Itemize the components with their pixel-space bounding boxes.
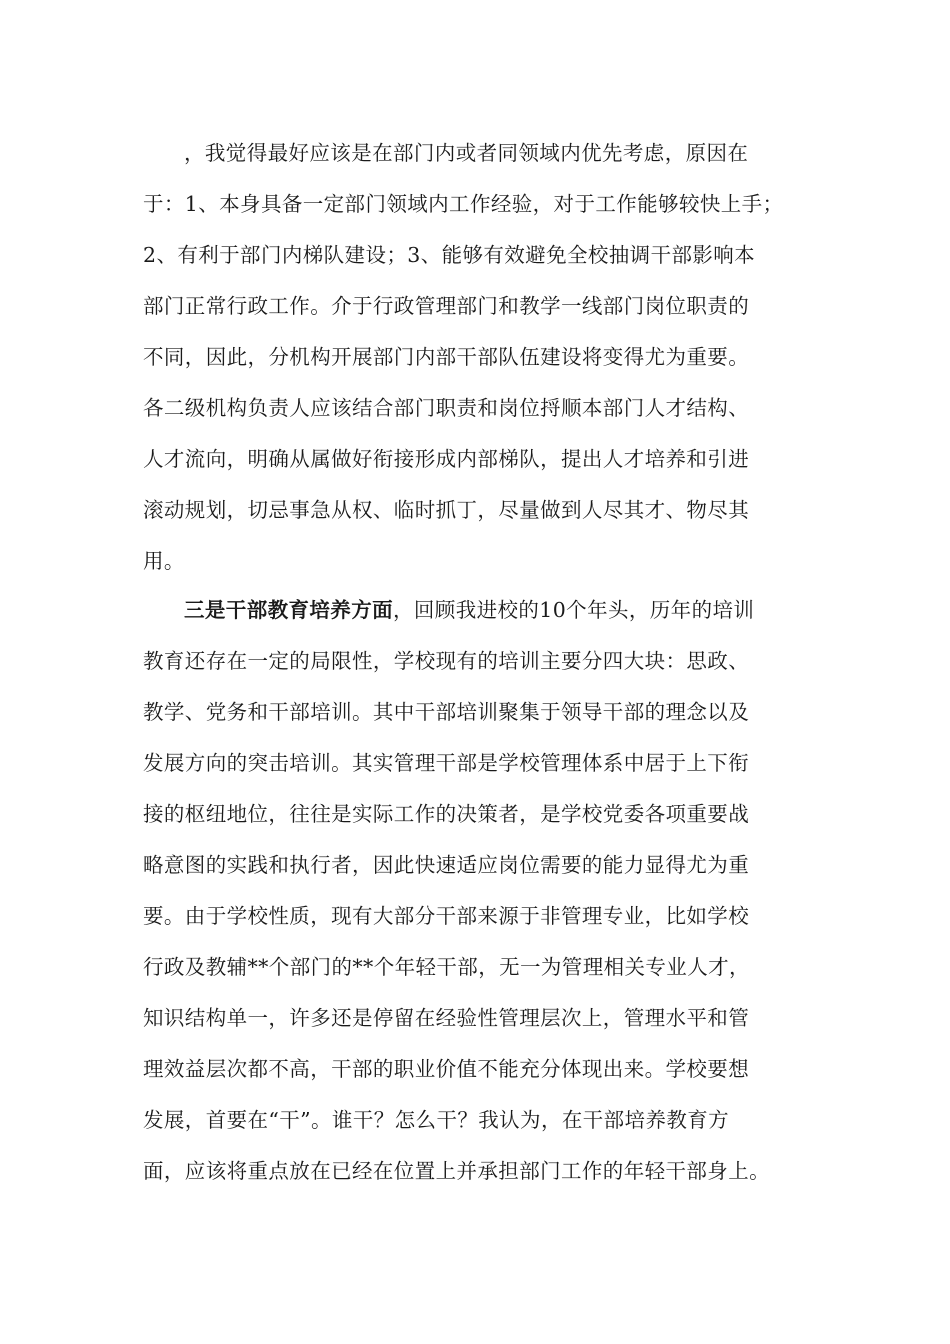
paragraph-line — [143, 281, 823, 332]
paragraph-line — [143, 434, 823, 485]
paragraph-line — [143, 1146, 823, 1197]
paragraph-line — [143, 942, 823, 993]
paragraph-line — [143, 636, 823, 687]
section-heading: 三是干部教育培养方面 — [184, 598, 393, 622]
paragraph-line — [143, 789, 823, 840]
line-text: 教学、党务和干部培训。其中干部培训聚集于领导干部的理念以及 — [143, 700, 750, 724]
line-text: 要。由于学校性质，现有大部分干部来源于非管理专业，比如学校 — [143, 904, 750, 928]
line-text: 面，应该将重点放在已经在位置上并承担部门工作的年轻干部身上。 — [143, 1159, 770, 1183]
line-text: 不同，因此，分机构开展部门内部干部队伍建设将变得尤为重要。 — [143, 345, 750, 369]
paragraph-line — [143, 1044, 823, 1095]
paragraph-cadre-selection — [143, 128, 823, 587]
paragraph-line — [143, 1095, 823, 1146]
paragraph-cadre-education — [143, 585, 823, 1197]
line-text: 理效益层次都不高，干部的职业价值不能充分体现出来。学校要想 — [143, 1057, 750, 1081]
line-text: 行政及教辅**个部门的**个年轻干部，无一为管理相关专业人才， — [143, 955, 750, 979]
line-text: 教育还存在一定的局限性，学校现有的培训主要分四大块：思政、 — [143, 649, 750, 673]
line-text: 于：1、本身具备一定部门领域内工作经验，对于工作能够较快上手； — [143, 192, 784, 216]
line-text: 发展方向的突击培训。其实管理干部是学校管理体系中居于上下衔 — [143, 751, 750, 775]
paragraph-line — [143, 840, 823, 891]
paragraph-line — [143, 128, 823, 179]
line-text: ，我觉得最好应该是在部门内或者同领域内优先考虑，原因在 — [184, 141, 749, 165]
paragraph-line — [143, 687, 823, 738]
line-text: 略意图的实践和执行者，因此快速适应岗位需要的能力显得尤为重 — [143, 853, 750, 877]
paragraph-line — [143, 585, 823, 636]
paragraph-line — [143, 536, 823, 587]
line-text: 人才流向，明确从属做好衔接形成内部梯队，提出人才培养和引进 — [143, 447, 750, 471]
paragraph-line — [143, 738, 823, 789]
line-text: 滚动规划，切忌事急从权、临时抓丁，尽量做到人尽其才、物尽其 — [143, 498, 750, 522]
line-text: ，回顾我进校的10个年头，历年的培训 — [393, 598, 755, 622]
paragraph-line — [143, 179, 823, 230]
paragraph-line — [143, 993, 823, 1044]
paragraph-line — [143, 891, 823, 942]
paragraph-line — [143, 383, 823, 434]
paragraph-line — [143, 230, 823, 281]
line-text: 各二级机构负责人应该结合部门职责和岗位捋顺本部门人才结构、 — [143, 396, 750, 420]
paragraph-line — [143, 485, 823, 536]
line-text: 知识结构单一，许多还是停留在经验性管理层次上，管理水平和管 — [143, 1006, 750, 1030]
line-text: 接的枢纽地位，往往是实际工作的决策者，是学校党委各项重要战 — [143, 802, 750, 826]
line-text: 部门正常行政工作。介于行政管理部门和教学一线部门岗位职责的 — [143, 294, 750, 318]
paragraph-line — [143, 332, 823, 383]
line-text: 2、有利于部门内梯队建设；3、能够有效避免全校抽调干部影响本 — [143, 243, 756, 267]
line-text: 用。 — [143, 549, 185, 573]
line-text: 发展，首要在“干”。谁干？怎么干？我认为，在干部培养教育方 — [143, 1108, 730, 1132]
